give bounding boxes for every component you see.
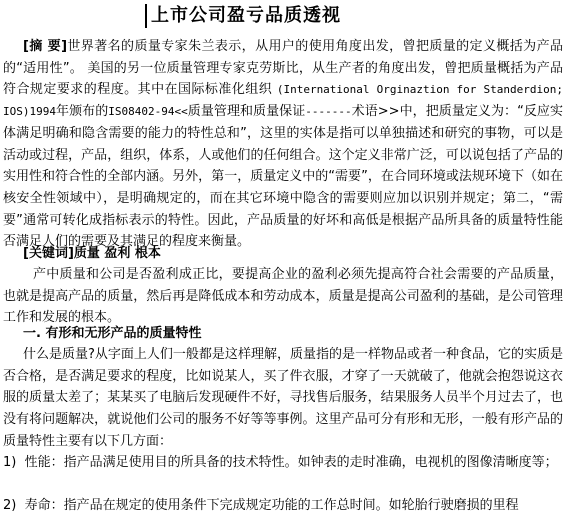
abstract-text-part1: 世界著名的质量专家朱兰表示，从用户的使用角度出发，曾把质量的定义概括为产品的“适用性”。 美国的另一位质量管理专家克劳斯比，从生产者的角度出发，曾把质量概括为产品符合规定要求的程度。其中在国际标准化组织 — [3, 39, 563, 98]
abstract-text-part3: 质量管理和质量保证 — [187, 104, 306, 120]
abstract-label: [摘 要] — [23, 39, 68, 54]
section-heading: 一. 有形和无形产品的质量特性 — [23, 326, 202, 341]
abstract-text-mono: (International Orginaztion for Standerdion; IOS)1994 — [3, 83, 563, 119]
section-paragraph: 什么是质量?从字面上人们一般都是这样理解，质量指的是一样物品或者一种食品，它的实质是否合格，是否满足要求的程度，比如说某人，买了件衣服，才穿了一天就破了，他就会抱怨说这衣服的质量太差了；某某买了电脑后发现硬件不好，寻找售后服务，结果服务人员半个月过去了，也没有将问题解决，就说他们公司的服务不好等等事例。这里产品可分有形和无形，一般有形产品的质量特性主要有以下几方面： — [3, 347, 563, 449]
document-title — [143, 4, 341, 28]
list-item — [3, 452, 563, 474]
abstract-text-part2: 年颁布的 — [55, 104, 109, 120]
abstract-text-mono2: IS08402-94<< — [108, 105, 188, 119]
abstract-text-mono3: ------- — [305, 105, 352, 119]
list-item-marker: 1) — [3, 455, 17, 470]
document-title-text: 上市公司盈亏品质透视 — [151, 5, 341, 26]
list-item-marker: 2) — [3, 498, 17, 513]
intro-paragraph: 产中质量和公司是否盈利成正比，要提高企业的盈利必须先提高符合社会需要的产品质量，也就是提高产品的质量，然后再是降低成本和劳动成本，质量是提高公司盈利的基础，是公司管理工作和发展的根本。 — [3, 267, 563, 326]
list-item — [3, 495, 563, 516]
abstract-paragraph — [3, 36, 563, 253]
abstract-text-part4: 术语>>中，把质量定义为：“反应实体满足明确和隐含需要的能力的特性总和”，这里的实体是指可以单独描述和研究的事物，可以是活动或过程，产品，组织，体系，人或他们的任何组合。这个定义非常广泛，可以说包括了产品的实用性和符合性的全部内涵。另外，第一，质量定义中的“需要”，在合同环境或法规环境下（如在核安全性领域中），是明确规定的，而在其它环境中隐含的需要则应加以识别并规定；第二，“需要”通常可转化成指标表示的特性。因此，产品质量的好坏和高低是根据产品所具备的质量特性能否满足人们的需要及其满足的程度来衡量。 — [3, 104, 563, 250]
list-item-text: 性能：指产品满足使用目的所具备的技术特性。如钟表的走时准确，电视机的图像清晰度等； — [24, 455, 558, 470]
keywords-line: [关键词]质量 盈利 根本 — [23, 246, 161, 261]
list-item-text: 寿命：指产品在规定的使用条件下完成规定功能的工作总时间。如轮胎行驶磨损的里程 — [24, 498, 519, 513]
